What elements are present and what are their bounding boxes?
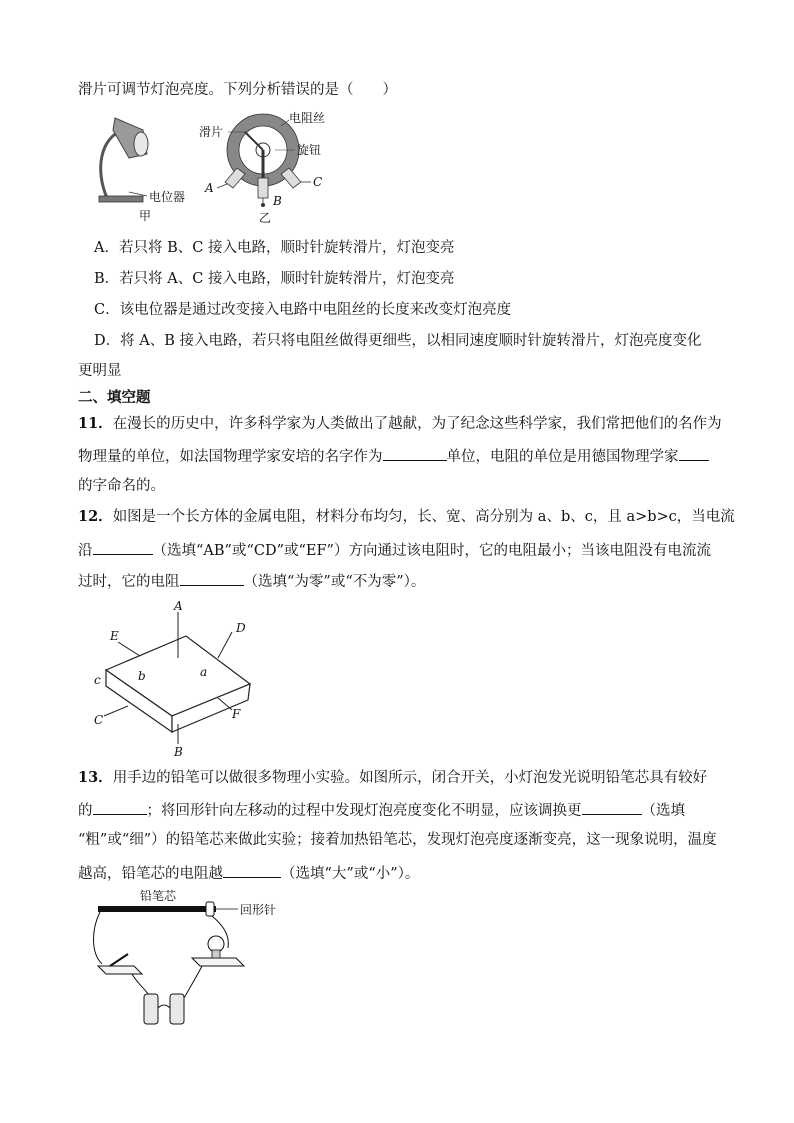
q10-option-a: A．若只将 B、C 接入电路，顺时针旋转滑片，灯泡变亮 xyxy=(94,240,455,256)
q12-number: 12． xyxy=(78,508,113,525)
terminal-a-label: A xyxy=(205,181,214,195)
q12-text-1: 如图是一个长方体的金属电阻，材料分布均匀，长、宽、高分别为 a、b、c，且 a>b>c，当电流 xyxy=(112,509,735,525)
label-b: b xyxy=(138,669,146,683)
q12-line3 xyxy=(78,570,425,592)
wire-label: 电阻丝 xyxy=(289,111,326,125)
q11-blank-2[interactable] xyxy=(679,445,709,461)
label-A: A xyxy=(174,599,183,613)
q12-text-2a: 沿 xyxy=(78,543,93,559)
q12-line2 xyxy=(78,539,711,561)
lamp-label: 电位器 xyxy=(149,190,186,204)
label-B: B xyxy=(174,745,183,759)
q13-number: 13． xyxy=(78,769,113,786)
pencil-circuit-drawing xyxy=(94,902,245,1024)
desk-lamp-drawing xyxy=(99,118,148,202)
q11-number: 11． xyxy=(78,415,113,432)
q10-option-b: B．若只将 A、C 接入电路，顺时针旋转滑片，灯泡变亮 xyxy=(94,271,455,287)
q11-blank-1[interactable] xyxy=(383,445,447,461)
q12-text-2b: （选填“AB”或“CD”或“EF”）方向通过该电阻时，它的电阻最小；当该电阻没有电流流 xyxy=(152,543,711,559)
q13-text-1: 用手边的铅笔可以做很多物理小实验。如图所示，闭合开关，小灯泡发光说明铅笔芯具有较好 xyxy=(112,770,708,786)
q13-line3: “粗”或“细”）的铅笔芯来做此实验；接着加热铅笔芯，发现灯泡亮度逐渐变亮，这一现象说明，温度 xyxy=(78,832,717,848)
potentiometer-drawing xyxy=(217,114,311,207)
section-title: 二、填空题 xyxy=(78,390,151,406)
caption-b: 乙 xyxy=(259,211,272,225)
q11-line1 xyxy=(78,414,722,434)
label-C: C xyxy=(94,713,104,727)
q11-text-2b: 单位，电阻的单位是用德国物理学家 xyxy=(446,449,679,465)
label-F: F xyxy=(232,707,241,721)
label-E: E xyxy=(110,629,119,643)
q12-blank-2[interactable] xyxy=(180,570,244,586)
q13-text-4a: 越高，铅笔芯的电阻越 xyxy=(78,866,223,882)
q13-text-2a: 的 xyxy=(78,803,93,819)
resistor-block-drawing xyxy=(104,612,250,744)
q13-blank-3[interactable] xyxy=(223,862,281,878)
q13-line4 xyxy=(78,862,419,884)
q12-text-3b: （选填“为零”或“不为零”）。 xyxy=(243,574,426,590)
q13-text-4b: （选填“大”或“小”）。 xyxy=(281,866,420,882)
q10-stem-tail: 滑片可调节灯泡亮度。下列分析错误的是（ ） xyxy=(78,82,397,98)
q13-blank-1[interactable] xyxy=(93,799,147,815)
q13-line2 xyxy=(78,799,685,821)
q10-figure xyxy=(95,110,355,225)
label-a: a xyxy=(200,665,208,679)
caption-a: 甲 xyxy=(139,209,152,223)
q13-text-2c: （选填 xyxy=(641,803,685,819)
terminal-c-label: C xyxy=(313,175,323,189)
q13-line1 xyxy=(78,768,707,788)
label-c: c xyxy=(94,673,101,687)
label-D: D xyxy=(236,621,246,635)
q10-option-d-cont: 更明显 xyxy=(78,363,122,379)
q10-option-d: D．将 A、B 接入电路，若只将电阻丝做得更细些，以相同速度顺时针旋转滑片，灯泡亮度变化 xyxy=(94,333,702,349)
knob-label: 旋钮 xyxy=(297,143,322,157)
q11-text-1: 在漫长的历史中，许多科学家为人类做出了越献，为了纪念这些科学家，我们常把他们的名作为 xyxy=(112,416,722,432)
q11-text-2a: 物理量的单位，如法国物理学家安培的名字作为 xyxy=(78,449,383,465)
q13-figure xyxy=(88,888,288,1028)
q11-line3: 的字命名的。 xyxy=(78,478,165,494)
q12-blank-1[interactable] xyxy=(93,539,153,555)
q13-text-2b: ；将回形针向左移动的过程中发现灯泡亮度变化不明显，应该调换更 xyxy=(146,803,582,819)
q10-option-c: C．该电位器是通过改变接入电路中电阻丝的长度来改变灯泡亮度 xyxy=(94,302,512,318)
slider-label: 滑片 xyxy=(199,125,224,139)
q12-text-3a: 过时，它的电阻 xyxy=(78,574,180,590)
q12-line1 xyxy=(78,507,735,527)
q12-figure xyxy=(90,598,270,758)
clip-label: 回形针 xyxy=(240,903,277,917)
q13-blank-2[interactable] xyxy=(582,799,642,815)
terminal-b-label: B xyxy=(273,194,282,208)
q11-line2 xyxy=(78,445,709,467)
pencil-label: 铅笔芯 xyxy=(140,889,177,903)
